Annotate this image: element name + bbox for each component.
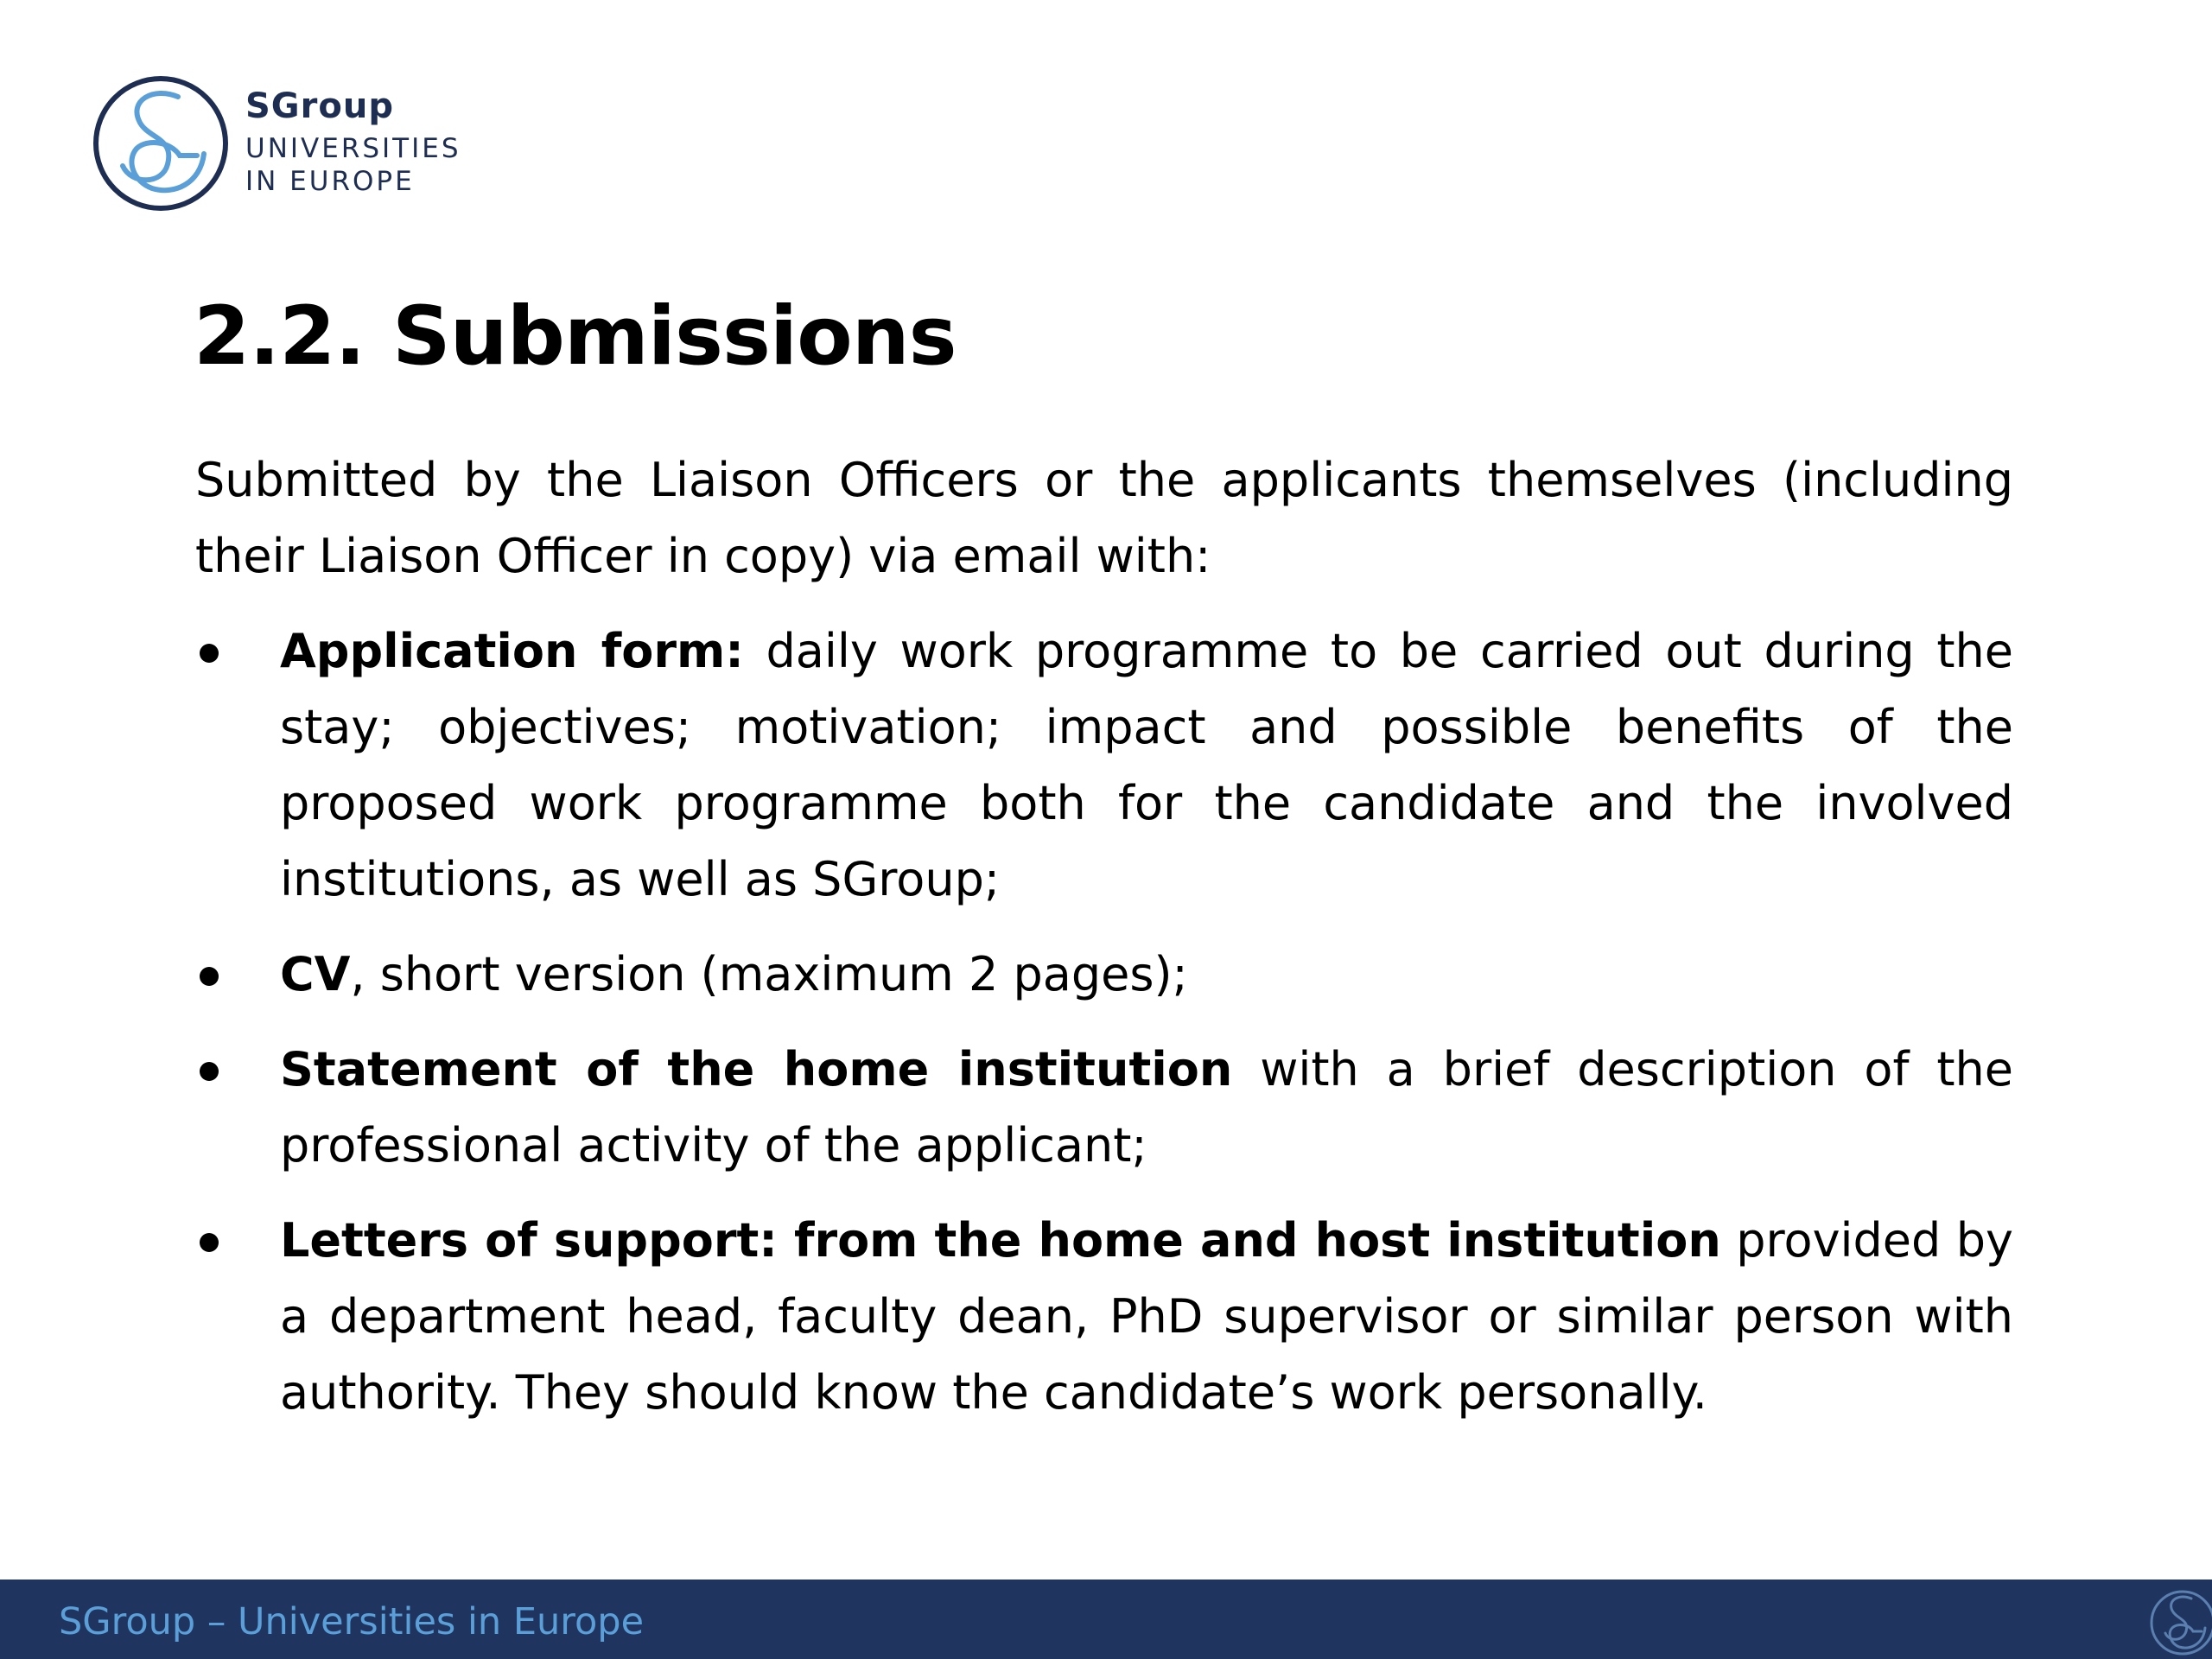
- list-item-heading: Letters of support: from the home and host institution: [280, 1213, 1721, 1268]
- sgroup-logo: [92, 74, 461, 213]
- logo-subtitle-line-2: IN EUROPE: [245, 166, 415, 197]
- intro-paragraph: Submitted by the Liaison Officers or the applicants themselves (including their Liaison Officer in copy) via email with:: [195, 453, 2013, 583]
- requirements-list: [195, 613, 2013, 1431]
- slide-body: [195, 442, 2013, 1450]
- slide-title: 2.2. Submissions: [194, 289, 957, 384]
- list-item-application-form: [195, 613, 2013, 918]
- logo-brand-name: SGroup: [245, 86, 394, 126]
- list-item-cv: [195, 937, 2013, 1013]
- list-item-heading: Application form:: [280, 624, 744, 678]
- list-item-text: , short version (maximum 2 pages);: [350, 947, 1188, 1001]
- bullet-icon: [200, 967, 219, 986]
- list-item-home-statement: [195, 1032, 2013, 1184]
- list-item-text: daily work programme to be carried out during the stay; objectives; motivation; impact and possible benefits of the proposed work programme both for the candidate and the involved institutions, as well as SGroup;: [280, 624, 2014, 906]
- footer-text: SGroup – Universities in Europe: [59, 1600, 645, 1643]
- list-item-text: provided by a department head, faculty dean, PhD supervisor or similar person with authority. They should know the candidate’s work personally.: [280, 1213, 2013, 1420]
- list-item-text: with a brief description of the professional activity of the applicant;: [280, 1042, 2013, 1173]
- sgroup-emblem-icon: [92, 74, 230, 213]
- list-item-letters-of-support: [195, 1203, 2013, 1431]
- bullet-icon: [200, 1062, 219, 1081]
- list-item-heading: CV: [280, 947, 351, 1001]
- footer-bar: [0, 1580, 2212, 1659]
- list-item-heading: Statement of the home institution: [280, 1042, 1233, 1096]
- footer-emblem-icon: [2129, 1580, 2212, 1659]
- bullet-icon: [200, 644, 219, 663]
- logo-subtitle-line-1: UNIVERSITIES: [245, 133, 461, 164]
- bullet-icon: [200, 1233, 219, 1252]
- logo-wordmark: [245, 86, 461, 198]
